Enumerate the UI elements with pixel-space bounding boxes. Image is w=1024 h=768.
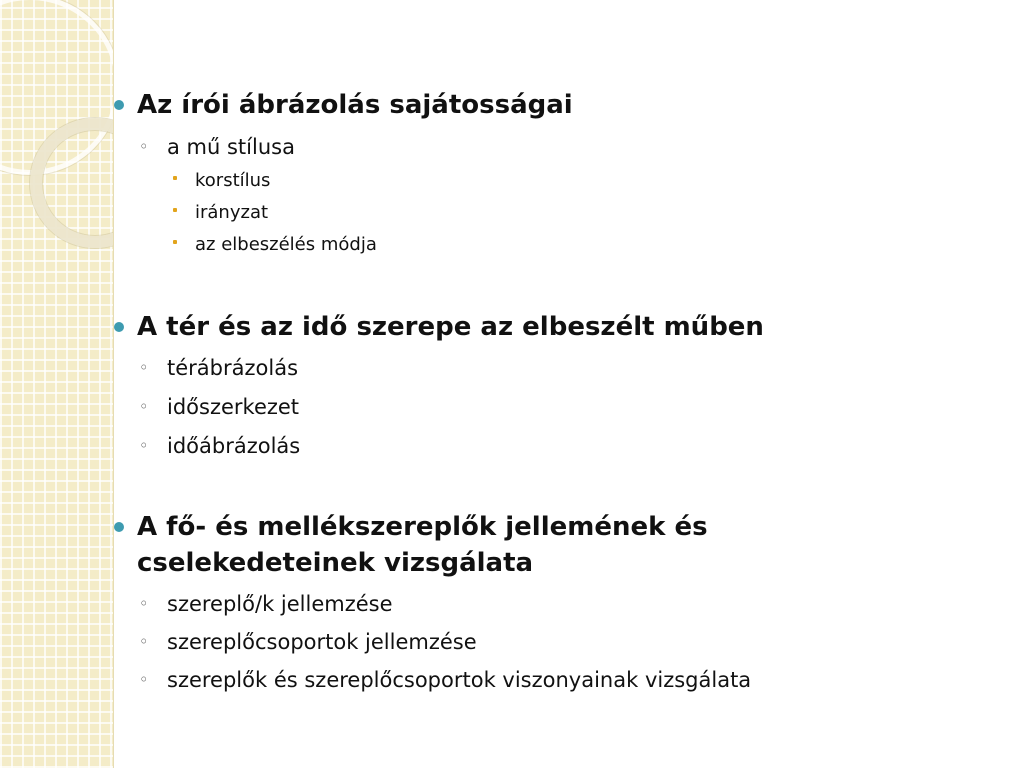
list-item <box>139 133 295 161</box>
ring-bullet-icon: ◦ <box>139 436 149 455</box>
section-heading-text: A tér és az idő szerepe az elbeszélt műben <box>137 312 764 342</box>
section-heading-text: A fő- és mellékszereplők jellemének és <box>137 512 708 542</box>
list-item-text: térábrázolás <box>167 356 299 380</box>
sub-list-item-text: az elbeszélés módja <box>195 234 377 255</box>
teal-bullet-icon <box>114 100 124 110</box>
list-item <box>139 590 393 618</box>
ring-bullet-icon: ◦ <box>139 137 149 156</box>
ring-bullet-icon: ◦ <box>139 632 149 651</box>
sub-list-item <box>195 233 377 257</box>
square-bullet-icon <box>173 208 177 212</box>
list-item-text: szereplő/k jellemzése <box>167 592 393 616</box>
section-heading-text: Az írói ábrázolás sajátosságai <box>137 90 573 120</box>
decorative-rings <box>0 0 113 768</box>
section-heading <box>137 88 573 122</box>
teal-bullet-icon <box>114 322 124 332</box>
slide-content <box>110 0 1010 768</box>
square-bullet-icon <box>173 176 177 180</box>
sub-list-item <box>195 169 270 193</box>
list-item <box>139 666 752 694</box>
list-item <box>139 432 301 460</box>
teal-bullet-icon <box>114 522 124 532</box>
list-item-text: időszerkezet <box>167 395 300 419</box>
square-bullet-icon <box>173 240 177 244</box>
list-item-text: a mű stílusa <box>167 135 295 159</box>
list-item-text: időábrázolás <box>167 434 301 458</box>
list-item <box>139 628 477 656</box>
list-item-text: szereplőcsoportok jellemzése <box>167 630 477 654</box>
sub-list-item <box>195 201 268 225</box>
ring-bullet-icon: ◦ <box>139 397 149 416</box>
ring-bullet-icon: ◦ <box>139 594 149 613</box>
ring-bullet-icon: ◦ <box>139 670 149 689</box>
ring-bullet-icon: ◦ <box>139 358 149 377</box>
section-heading <box>137 310 764 344</box>
list-item <box>139 393 300 421</box>
sub-list-item-text: korstílus <box>195 170 271 191</box>
section-heading <box>137 510 708 544</box>
list-item-text: szereplők és szereplőcsoportok viszonyainak vizsgálata <box>167 668 752 692</box>
list-item <box>139 354 299 382</box>
sub-list-item-text: irányzat <box>195 202 269 223</box>
section-heading-text: cselekedeteinek vizsgálata <box>137 548 534 578</box>
section-heading-continued <box>137 546 533 580</box>
